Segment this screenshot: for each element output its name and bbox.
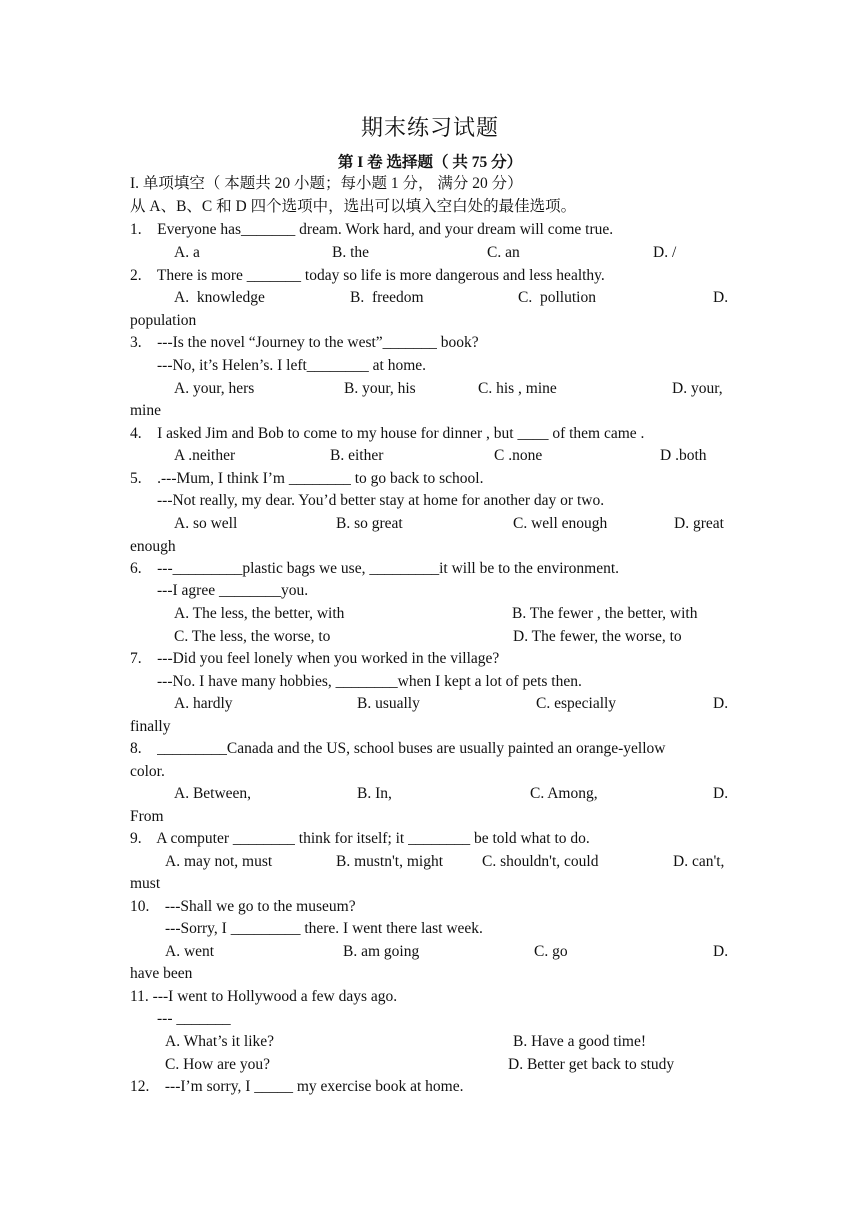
question-1-stem: 1. Everyone has_______ dream. Work hard, and your dream will come true. [130,221,614,238]
question-6-option-a: A. The less, the better, with [174,605,345,622]
question-4-option-a: A .neither [174,447,236,464]
question-6-option-d: D. The fewer, the worse, to [513,628,682,645]
question-6-option-b: B. The fewer , the better, with [512,605,698,622]
question-8-option-b: B. In, [357,785,392,802]
question-9-option-d: D. can't, [673,853,725,870]
question-3-stem: 3. ---Is the novel “Journey to the west”_______ book? [130,334,479,351]
question-6-stem-reply: ---I agree ________you. [157,582,309,599]
question-8-option-d-wrap: From [130,808,164,825]
question-7-option-d: D. [713,695,729,712]
question-6-stem: 6. ---_________plastic bags we use, _________it will be to the environment. [130,560,620,577]
question-1-option-d: D. / [653,244,677,261]
question-5-stem: 5. .---Mum, I think I’m ________ to go back to school. [130,470,484,487]
question-9-option-d-wrap: must [130,875,161,892]
question-10-option-b: B. am going [343,943,420,960]
part-subtitle: 第 I 卷 选择题（ 共 75 分） [337,154,523,171]
question-8-option-a: A. Between, [174,785,252,802]
question-7-option-a: A. hardly [174,695,233,712]
question-5-option-d-wrap: enough [130,538,176,555]
question-7-option-c: C. especially [536,695,617,712]
question-1-option-a: A. a [174,244,200,261]
question-11-option-b: B. Have a good time! [513,1033,647,1050]
question-5-option-c: C. well enough [513,515,608,532]
question-4-option-b: B. either [330,447,384,464]
question-8-stem-wrap: color. [130,763,165,780]
question-8-option-c: C. Among, [530,785,598,802]
question-9-option-a: A. may not, must [165,853,273,870]
question-10-option-c: C. go [534,943,568,960]
page-title: 期末练习试题 [360,115,499,140]
question-10-option-d-wrap: have been [130,965,193,982]
question-5-option-d: D. great [674,515,724,532]
question-11-option-c: C. How are you? [165,1056,271,1073]
question-12-stem: 12. ---I’m sorry, I _____ my exercise book at home. [130,1078,464,1095]
question-10-option-d: D. [713,943,729,960]
question-1-option-c: C. an [487,244,520,261]
question-3-option-a: A. your, hers [174,380,255,397]
question-11-stem: 11. ---I went to Hollywood a few days ago. [130,988,398,1005]
question-2-option-b: B. freedom [350,289,424,306]
question-11-option-a: A. What’s it like? [165,1033,275,1050]
question-5-stem-reply: ---Not really, my dear. You’d better stay at home for another day or two. [157,492,605,509]
question-1-option-b: B. the [332,244,370,261]
question-10-stem-reply: ---Sorry, I _________ there. I went there last week. [165,920,483,937]
question-11-option-d: D. Better get back to study [508,1056,675,1073]
question-4-option-d: D .both [660,447,707,464]
question-3-option-d-wrap: mine [130,402,161,419]
question-8-stem: 8. _________Canada and the US, school buses are usually painted an orange-yellow [130,740,666,757]
question-7-stem-reply: ---No. I have many hobbies, ________when I kept a lot of pets then. [157,673,582,690]
question-3-option-b: B. your, his [344,380,416,397]
question-8-option-d: D. [713,785,729,802]
question-2-stem: 2. There is more _______ today so life is more dangerous and less healthy. [130,267,605,284]
question-10-option-a: A. went [165,943,215,960]
question-10-stem: 10. ---Shall we go to the museum? [130,898,356,915]
question-9-option-c: C. shouldn't, could [482,853,599,870]
question-2-option-c: C. pollution [518,289,596,306]
question-7-stem: 7. ---Did you feel lonely when you worked in the village? [130,650,500,667]
question-5-option-a: A. so well [174,515,238,532]
section-instruction: 从 A、B、C 和 D 四个选项中，选出可以填入空白处的最佳选项。 [130,198,577,215]
question-9-option-b: B. mustn't, might [336,853,444,870]
question-2-option-d-wrap: population [130,312,197,329]
question-4-stem: 4. I asked Jim and Bob to come to my house for dinner , but ____ of them came . [130,425,645,442]
question-6-option-c: C. The less, the worse, to [174,628,331,645]
question-9-stem: 9. A computer ________ think for itself; it ________ be told what to do. [130,830,590,847]
question-11-stem-reply: --- _______ [157,1010,231,1027]
section-heading: I. 单项填空（ 本题共 20 小题；每小题 1 分， 满分 20 分） [130,175,523,192]
question-3-option-d: D. your, [672,380,723,397]
question-7-option-d-wrap: finally [130,718,171,735]
question-2-option-a: A. knowledge [174,289,265,306]
question-7-option-b: B. usually [357,695,420,712]
question-3-stem-reply: ---No, it’s Helen’s. I left________ at home. [157,357,427,374]
question-3-option-c: C. his , mine [478,380,557,397]
question-2-option-d: D. [713,289,729,306]
question-5-option-b: B. so great [336,515,403,532]
question-4-option-c: C .none [494,447,543,464]
